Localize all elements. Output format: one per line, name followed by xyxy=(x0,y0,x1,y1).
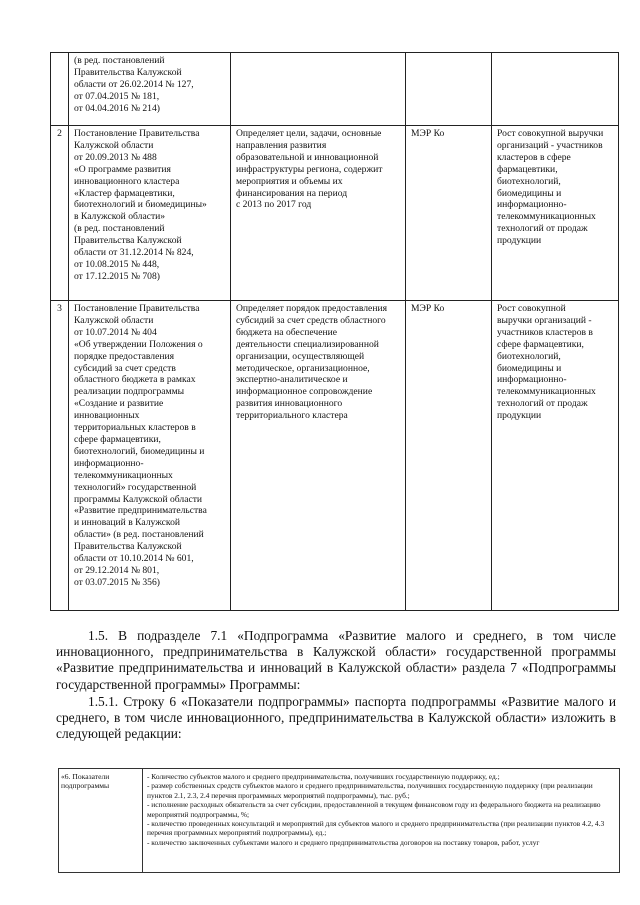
paragraph: 1.5. В подразделе 7.1 «Подпрограмма «Развитие малого и среднего, в том числе инновационного, предпринимательства в Калужской области» государственной программы «Развитие предпринимательства и инноваций в Калужской области» раздела 7 «Подпрограммы государственной программы» Программы: xyxy=(56,628,616,692)
table-row xyxy=(51,53,619,126)
result-cell: Рост совокупной выручки организаций - участников кластеров в сфере фармацевтики, биотехнологий, биомедицины и информационно- телекоммуникационных технологий от продаж продукции xyxy=(492,126,619,301)
list-item: - Количество субъектов малого и среднего предпринимательства, получивших государственную поддержку, ед.; xyxy=(147,772,500,781)
indicators-box xyxy=(58,768,620,873)
normative-acts-table xyxy=(50,52,619,611)
row-number: 3 xyxy=(51,301,69,611)
row-number xyxy=(51,53,69,126)
list-item: - количество проведенных консультаций и мероприятий для субъектов малого и среднего предпринимательства (при реализации пунктов 4.2, 4.3 перечня программных мероприятий подпрограммы), ед.; xyxy=(147,819,605,838)
row-number: 2 xyxy=(51,126,69,301)
amendment-text xyxy=(56,628,616,743)
result-cell xyxy=(492,53,619,126)
executor-cell xyxy=(406,53,492,126)
executor-cell: МЭР Ко xyxy=(406,301,492,611)
list-item: - исполнение расходных обязательств за счет субсидии, предоставленной в текущем финансовом году из федерального бюджета на реализацию мероприятий подпрограммы, %; xyxy=(147,800,601,819)
executor-cell: МЭР Ко xyxy=(406,126,492,301)
purpose-cell xyxy=(231,53,406,126)
list-item: - количество заключенных субъектами малого и среднего предпринимательства договоров на поставку товаров, работ, услуг xyxy=(147,837,540,847)
indicators-list xyxy=(147,772,615,847)
paragraph: 1.5.1. Строку 6 «Показатели подпрограммы» паспорта подпрограммы «Развитие малого и среднего, в том числе инновационного, предпринимательства в Калужской области» изложить в следующей редакции: xyxy=(56,693,616,742)
document-cell: Постановление Правительства Калужской области от 10.07.2014 № 404 «Об утверждении Положения о порядке предоставления субсидий за счет средств областного бюджета в рамках реализации подпрограммы «Создание и развитие инновационных территориальных кластеров в сфере фармацевтики, биотехнологий, биомедицины и информационно- телекоммуникационных технологий» государственной программы Калужской области «Развитие предпринимательства и инноваций в Калужской области» (в ред. постановлений Правительства Калужской области от 10.10.2014 № 601, от 29.12.2014 № 801, от 03.07.2015 № 356) xyxy=(69,301,231,611)
result-cell: Рост совокупной выручки организаций - участников кластеров в сфере фармацевтики, биотехнологий, биомедицины и информационно- телекоммуникационных технологий от продаж продукции xyxy=(492,301,619,611)
list-item: - размер собственных средств субъектов малого и среднего предпринимательства, получивших государственную поддержку (при реализации пунктов 2.1, 2.3, 2.4 перечня программных мероприятий подпрограммы), тыс. руб.; xyxy=(147,781,593,800)
table-row xyxy=(51,126,619,301)
purpose-cell: Определяет цели, задачи, основные направления развития образовательной и инновационной инфраструктуры региона, содержит мероприятия и объемы их финансирования на период с 2013 по 2017 год xyxy=(231,126,406,301)
document-cell: (в ред. постановлений Правительства Калужской области от 26.02.2014 № 127, от 07.04.2015 № 181, от 04.04.2016 № 214) xyxy=(69,53,231,126)
table-row xyxy=(51,301,619,611)
document-cell: Постановление Правительства Калужской области от 20.09.2013 № 488 «О программе развития инновационного кластера «Кластер фармацевтики, биотехнологий и биомедицины» в Калужской области» (в ред. постановлений Правительства Калужской области от 31.12.2014 № 824, от 10.08.2015 № 448, от 17.12.2015 № 708) xyxy=(69,126,231,301)
indicators-label: «6. Показатели подпрограммы xyxy=(59,769,143,872)
purpose-cell: Определяет порядок предоставления субсидий за счет средств областного бюджета на обеспечение деятельности специализированной организации, осуществляющей методическое, организационное, экспертно-аналитическое и информационное сопровождение развития инновационного территориального кластера xyxy=(231,301,406,611)
